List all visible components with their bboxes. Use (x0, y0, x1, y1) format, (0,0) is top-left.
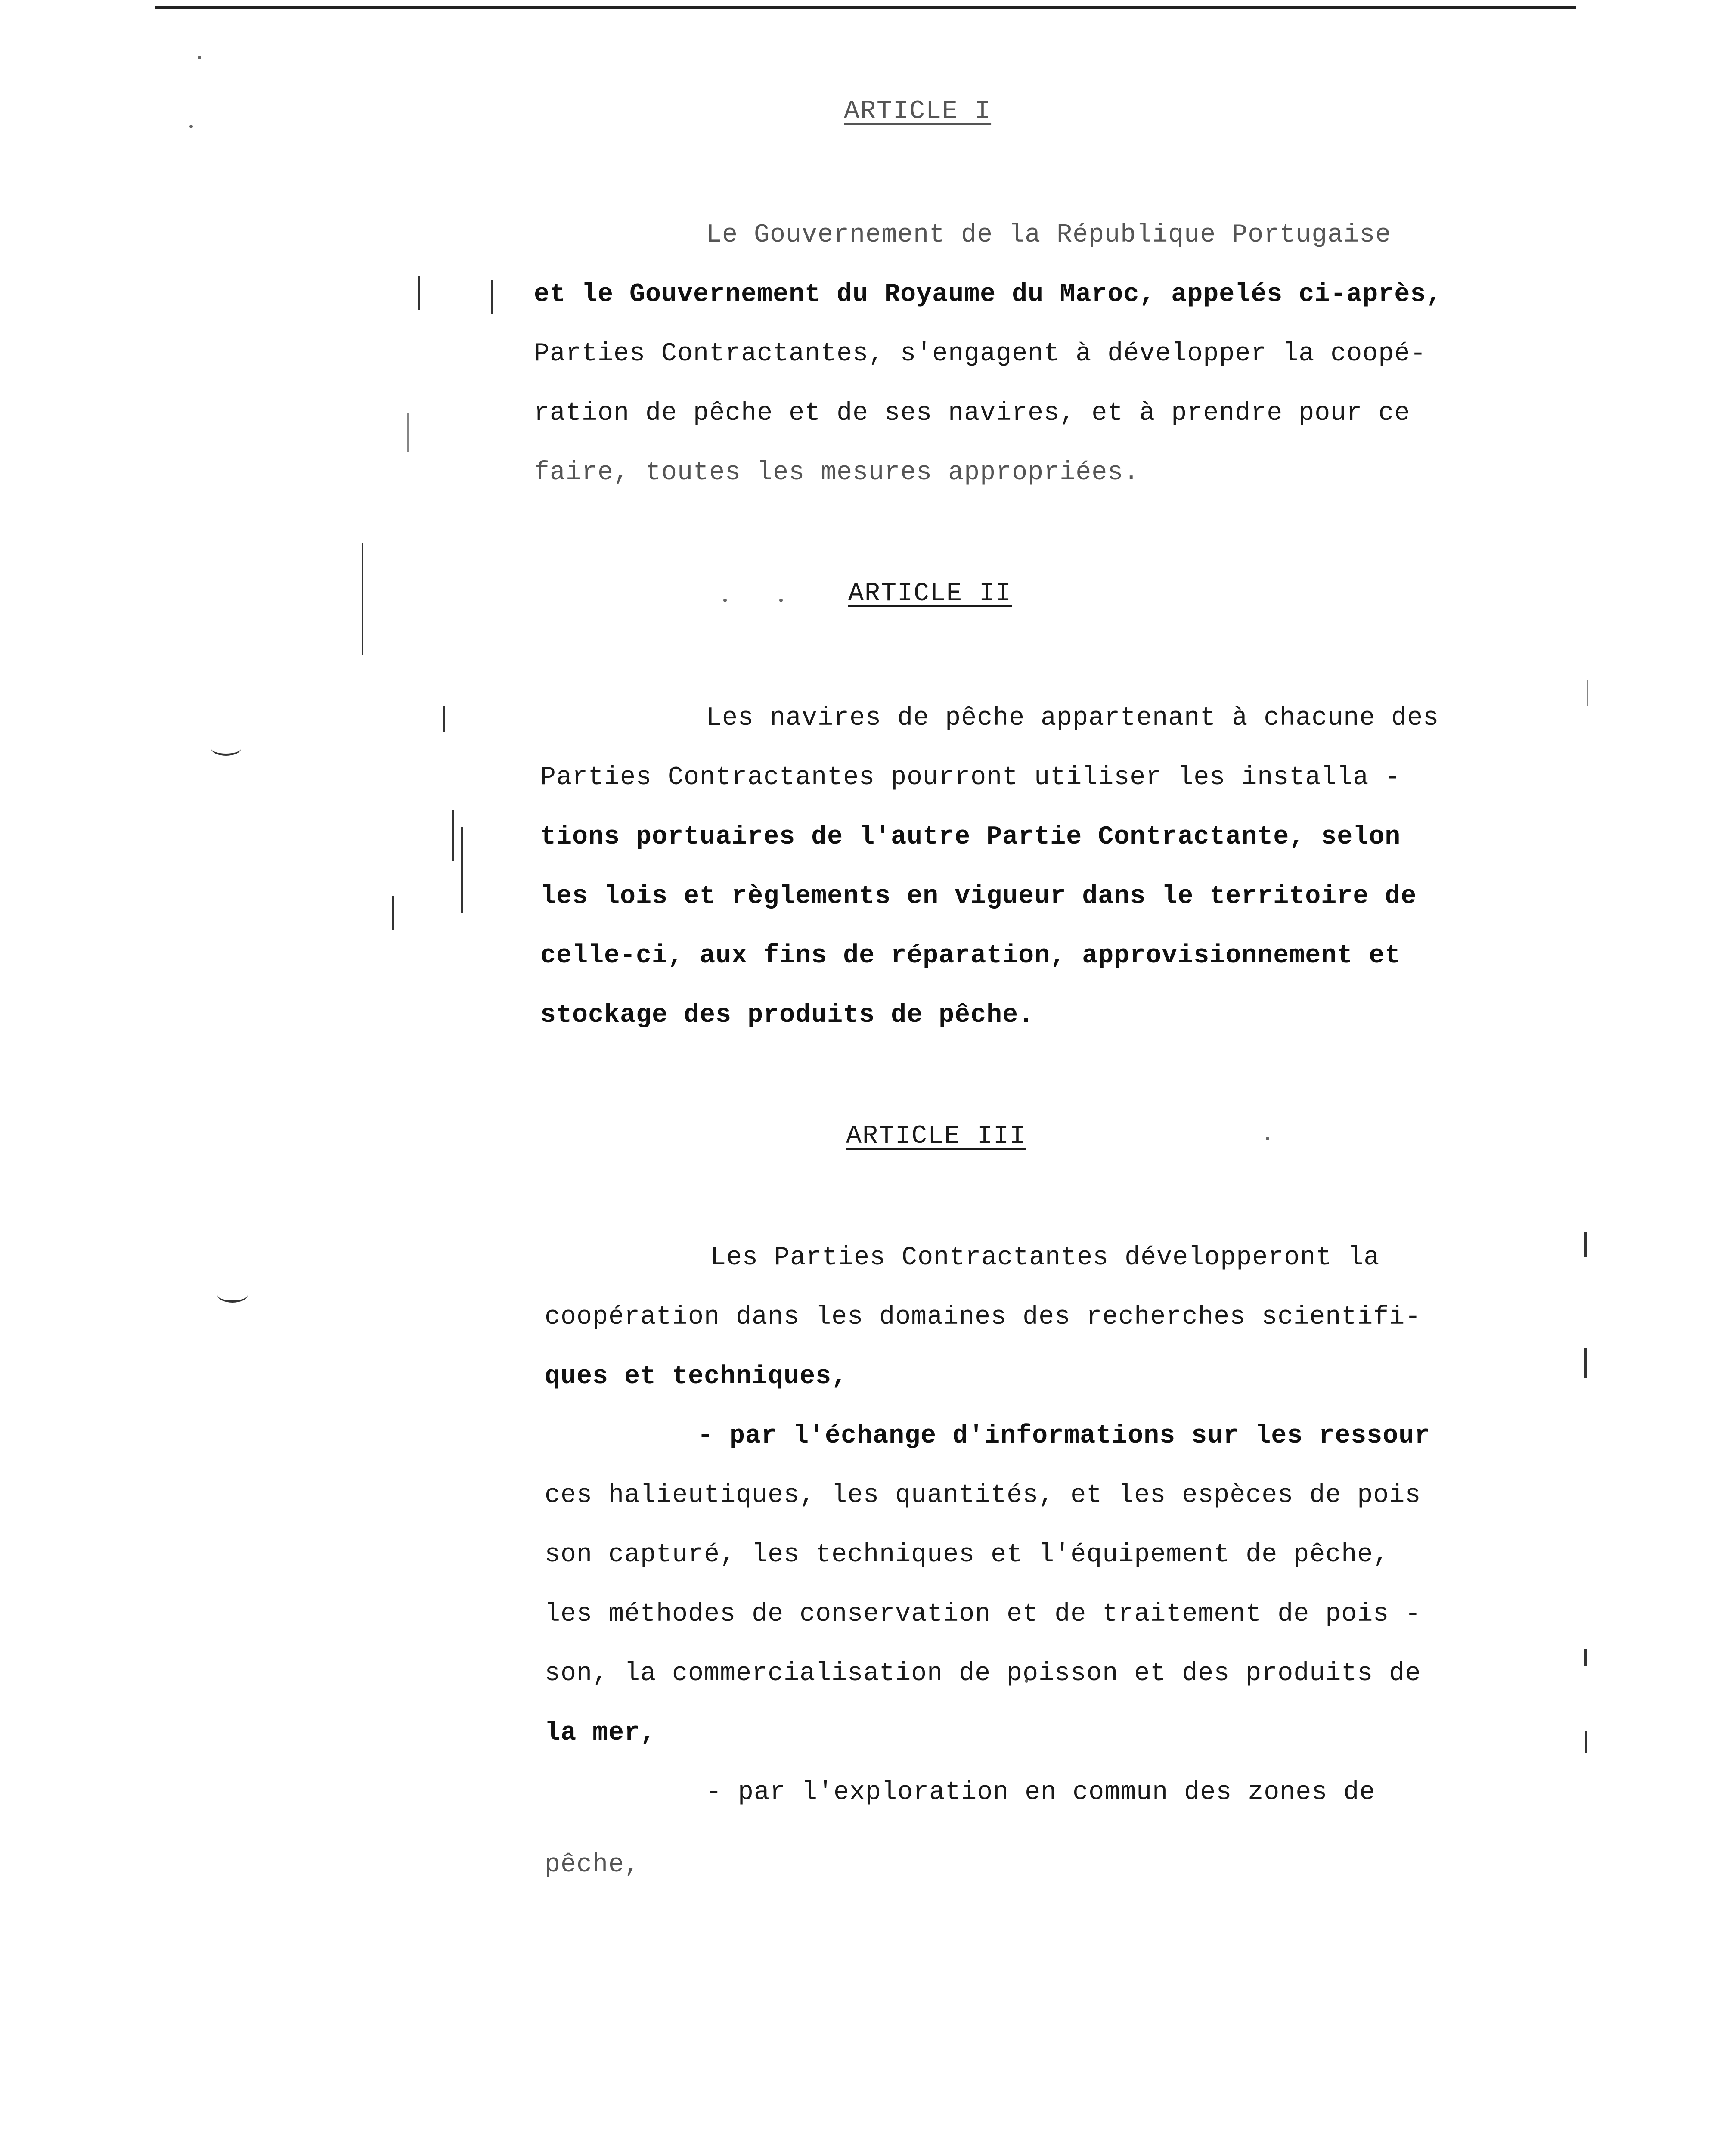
scan-mark (443, 706, 445, 732)
article-3-line: Les Parties Contractantes développeront la (710, 1243, 1380, 1272)
top-border-line (155, 6, 1576, 9)
article-1-line: Parties Contractantes, s'engagent à développer la coopé- (534, 339, 1426, 369)
scan-mark (1584, 1649, 1587, 1666)
article-3-line: son capturé, les techniques et l'équipement de pêche, (545, 1540, 1389, 1570)
scan-mark (452, 810, 454, 861)
scan-speck (779, 599, 783, 602)
scan-speck (198, 56, 202, 59)
article-1-line: Le Gouvernement de la République Portugaise (706, 220, 1392, 250)
scan-mark (407, 413, 409, 452)
article-3-line: son, la commercialisation de poisson et des produits de (545, 1659, 1421, 1688)
scan-mark (1585, 1731, 1587, 1753)
scan-mark (362, 543, 363, 655)
article-3-line: pêche, (545, 1850, 641, 1880)
scan-mark (418, 276, 420, 310)
scan-mark (392, 896, 394, 930)
scan-mark (211, 741, 241, 756)
article-1-line: et le Gouvernement du Royaume du Maroc, appelés ci-après, (534, 280, 1442, 309)
article-2-line: Parties Contractantes pourront utiliser les installa - (540, 763, 1401, 792)
article-3-line: coopération dans les domaines des recherches scientifi- (545, 1303, 1421, 1332)
article-1-line: ration de pêche et de ses navires, et à prendre pour ce (534, 399, 1410, 428)
article-3-line: - par l'exploration en commun des zones de (706, 1778, 1376, 1807)
scan-mark (1584, 1348, 1587, 1378)
scan-mark (491, 280, 493, 314)
article-3-heading: ARTICLE III (846, 1122, 1026, 1151)
article-3-line: ques et techniques, (545, 1362, 848, 1391)
article-2-line: Les navires de pêche appartenant à chacune des (706, 704, 1439, 733)
article-2-line: stockage des produits de pêche. (540, 1001, 1035, 1030)
article-3-line: la mer, (545, 1719, 657, 1748)
article-2-line: tions portuaires de l'autre Partie Contractante, selon (540, 822, 1401, 852)
article-3-line: ces halieutiques, les quantités, et les espèces de pois (545, 1481, 1421, 1510)
scan-speck (189, 125, 193, 128)
scan-mark (217, 1287, 248, 1303)
article-1-heading: ARTICLE I (844, 97, 992, 126)
article-2-line: celle-ci, aux fins de réparation, approvisionnement et (540, 941, 1401, 971)
article-3-line: les méthodes de conservation et de traitement de pois - (545, 1600, 1421, 1629)
article-2-heading: ARTICLE II (848, 579, 1012, 608)
scan-mark (461, 827, 463, 913)
article-1-line: faire, toutes les mesures appropriées. (534, 458, 1140, 487)
article-2-line: les lois et règlements en vigueur dans le territoire de (540, 882, 1417, 911)
article-3-line: - par l'échange d'informations sur les ressour (698, 1421, 1431, 1451)
scan-mark (1584, 1232, 1587, 1257)
scan-mark (1587, 680, 1588, 706)
scan-speck (1266, 1137, 1269, 1140)
scan-speck (723, 599, 727, 602)
